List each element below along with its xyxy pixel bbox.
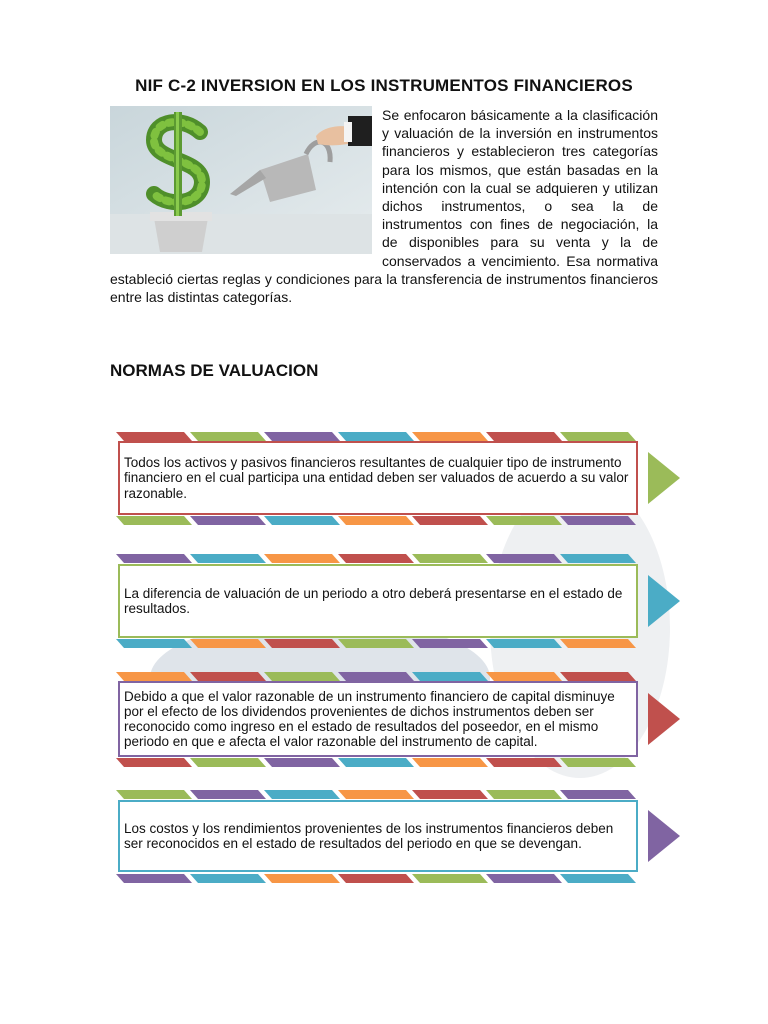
chevron-stripe (412, 639, 488, 648)
chevron-stripe (338, 639, 414, 648)
chevron-stripe (264, 639, 340, 648)
chevron-stripe (486, 639, 562, 648)
chevron-stripe (560, 516, 636, 525)
chevron-stripe (486, 874, 562, 883)
chevron-stripe (116, 790, 192, 799)
chevron-stripe (338, 758, 414, 767)
norm-card-text: Debido a que el valor razonable de un instrumento financiero de capital disminuye por el efecto de los dividendos provenientes de dichos instrumentos deben ser reconocido como ingreso en el estado de resultados del poseedor, en el mismo periodo en que e afecta el valor razonable del instrumento de capital. (124, 688, 615, 750)
chevron-stripe (412, 554, 488, 563)
chevron-stripe (560, 672, 636, 681)
chevron-stripe (560, 874, 636, 883)
norm-card-3 (118, 681, 638, 757)
chevron-stripe (486, 672, 562, 681)
chevron-stripe (264, 432, 340, 441)
chevron-stripe (116, 758, 192, 767)
chevron-stripe (486, 516, 562, 525)
chevron-stripe (560, 639, 636, 648)
chevron-stripe (264, 554, 340, 563)
intro-paragraph (110, 106, 658, 306)
chevron-stripe (190, 874, 266, 883)
chevron-stripe (190, 639, 266, 648)
image-float-spacer (110, 106, 382, 256)
chevron-stripe (338, 432, 414, 441)
chevron-stripe (560, 758, 636, 767)
norm-card-text: Los costos y los rendimientos provenientes de los instrumentos financieros deben ser reconocidos en el estado de resultados del periodo en que se devengan. (124, 820, 614, 851)
norm-card-text: Todos los activos y pasivos financieros resultantes de cualquier tipo de instrumento financiero en el cual participa una entidad deben ser valuados de acuerdo a su valor razonable. (124, 455, 629, 501)
norm-card-text: La diferencia de valuación de un periodo a otro deberá presentarse en el estado de resultados. (124, 585, 623, 616)
chevron-stripe (338, 516, 414, 525)
chevron-stripe (486, 758, 562, 767)
chevron-stripe (560, 432, 636, 441)
chevron-stripe (264, 874, 340, 883)
norm-card-2 (118, 564, 638, 638)
document-title: NIF C-2 INVERSION EN LOS INSTRUMENTOS FINANCIEROS (135, 76, 633, 95)
chevron-stripe (338, 790, 414, 799)
chevron-stripe (190, 790, 266, 799)
chevron-stripe (560, 790, 636, 799)
chevron-stripe (190, 516, 266, 525)
chevron-stripe (412, 432, 488, 441)
chevron-stripe (412, 516, 488, 525)
chevron-stripe (190, 672, 266, 681)
chevron-stripe (338, 672, 414, 681)
chevron-stripe (264, 758, 340, 767)
chevron-stripe (190, 758, 266, 767)
chevron-stripe (116, 516, 192, 525)
chevron-stripe (486, 432, 562, 441)
chevron-stripe (560, 554, 636, 563)
chevron-stripe (412, 758, 488, 767)
chevron-stripe (116, 874, 192, 883)
chevron-stripe (190, 554, 266, 563)
chevron-stripe (412, 790, 488, 799)
chevron-stripe (116, 672, 192, 681)
chevron-stripe (338, 874, 414, 883)
chevron-stripe (190, 432, 266, 441)
chevron-stripe (412, 874, 488, 883)
chevron-stripe (116, 554, 192, 563)
chevron-stripe (338, 554, 414, 563)
chevron-stripe (412, 672, 488, 681)
chevron-stripe (116, 432, 192, 441)
intro-text: Se enfocaron básicamente a la clasificación y valuación de la inversión en instrumentos financieros y establecieron tres categorías para los mismos, que están basadas en la intención con la cual se adquieren y utilizan dichos instrumentos, o sea la de instrumentos con fines de negociación, la de disponibles para su venta y la de conservados a vencimiento. Esa normativa estableció ciertas reglas y condiciones para la transferencia de instrumentos financieros entre las distintas categorías. (110, 107, 658, 306)
chevron-stripe (486, 790, 562, 799)
chevron-stripe (264, 516, 340, 525)
norm-card-1 (118, 441, 638, 515)
section-title: NORMAS DE VALUACION (110, 361, 319, 380)
norm-card-4 (118, 800, 638, 872)
chevron-stripe (264, 672, 340, 681)
chevron-stripe (486, 554, 562, 563)
chevron-stripe (116, 639, 192, 648)
norms-diagram (110, 428, 684, 906)
chevron-stripe (264, 790, 340, 799)
